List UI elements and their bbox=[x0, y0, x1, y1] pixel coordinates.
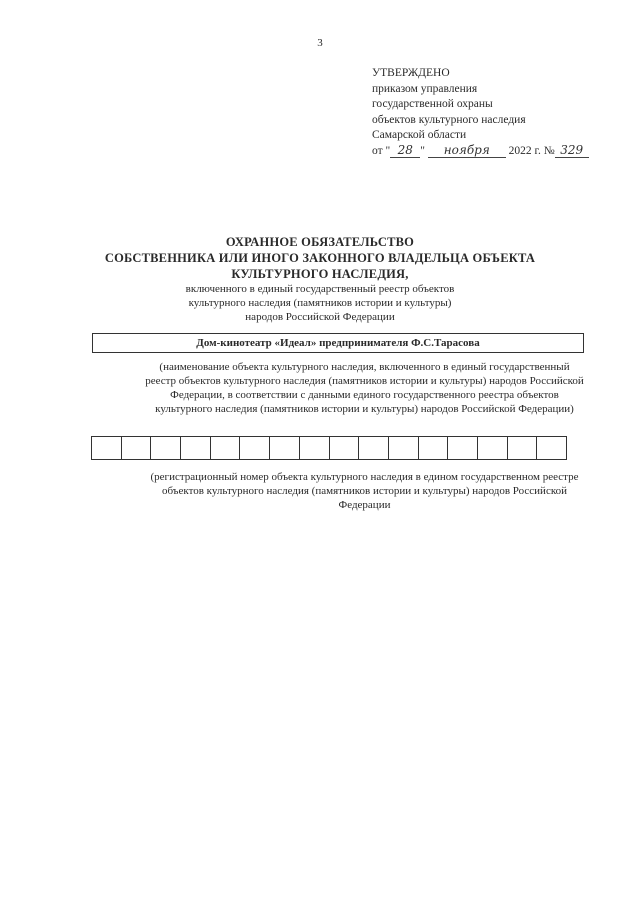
date-year: 2022 г. № bbox=[505, 144, 555, 157]
approval-line: объектов культурного наследия bbox=[372, 113, 526, 126]
document-title: ОХРАННОЕ ОБЯЗАТЕЛЬСТВО bbox=[225, 235, 415, 249]
registration-number-cell bbox=[388, 436, 419, 460]
registration-number-cell bbox=[91, 436, 122, 460]
registration-number-cell bbox=[299, 436, 330, 460]
registration-number-cell bbox=[180, 436, 211, 460]
registration-number-cell bbox=[477, 436, 508, 460]
registration-number-grid bbox=[92, 436, 567, 460]
registration-number-cell bbox=[447, 436, 478, 460]
approval-line: приказом управления bbox=[372, 82, 478, 95]
registration-number-cell bbox=[210, 436, 241, 460]
approval-stamp bbox=[372, 66, 622, 159]
caption-line: культурного наследия (памятников истории и культуры) народов Российской Федерации) bbox=[155, 403, 574, 415]
caption-line: объектов культурного наследия (памятников истории и культуры) народов Российской bbox=[161, 485, 567, 497]
object-name-caption bbox=[92, 360, 637, 416]
registration-number-cell bbox=[536, 436, 567, 460]
document-subtitle: культурного наследия (памятников истории и культуры) bbox=[188, 297, 452, 309]
registration-caption bbox=[92, 470, 637, 512]
document-heading bbox=[0, 234, 640, 324]
caption-line: (наименование объекта культурного наследия, включенного в единый государственный bbox=[159, 361, 570, 373]
registration-number-cell bbox=[418, 436, 449, 460]
page-number: 3 bbox=[317, 37, 323, 49]
document-subtitle: включенного в единый государственный реестр объектов bbox=[185, 283, 455, 295]
registration-number-cell bbox=[269, 436, 300, 460]
caption-line: (регистрационный номер объекта культурного наследия в едином государственном реестре bbox=[150, 471, 579, 483]
handwritten-month: ноября bbox=[428, 144, 506, 158]
date-quote: " bbox=[420, 144, 425, 157]
document-title: КУЛЬТУРНОГО НАСЛЕДИЯ, bbox=[231, 267, 409, 281]
registration-number-cell bbox=[507, 436, 538, 460]
approval-title: УТВЕРЖДЕНО bbox=[372, 67, 450, 79]
object-name-field: Дом-кинотеатр «Идеал» предпринимателя Ф.С.Тарасова bbox=[92, 333, 584, 353]
document-subtitle: народов Российской Федерации bbox=[245, 311, 395, 323]
caption-line: Федерации bbox=[338, 499, 391, 511]
registration-number-cell bbox=[358, 436, 389, 460]
date-prefix: от " bbox=[372, 144, 391, 157]
approval-date bbox=[372, 144, 622, 160]
approval-line: государственной охраны bbox=[372, 98, 493, 110]
registration-number-cell bbox=[239, 436, 270, 460]
registration-number-cell bbox=[150, 436, 181, 460]
approval-line: Самарской области bbox=[372, 129, 467, 141]
caption-line: реестр объектов культурного наследия (памятников истории и культуры) народов Российской bbox=[145, 375, 584, 387]
handwritten-order-number: 329 bbox=[555, 144, 589, 158]
caption-line: Федерации, в соответствии с данными единого государственного реестра объектов bbox=[170, 389, 559, 401]
handwritten-day: 28 bbox=[390, 144, 420, 158]
document-title: СОБСТВЕННИКА ИЛИ ИНОГО ЗАКОННОГО ВЛАДЕЛЬЦА ОБЪЕКТА bbox=[104, 251, 536, 265]
registration-number-cell bbox=[121, 436, 152, 460]
registration-number-cell bbox=[329, 436, 360, 460]
